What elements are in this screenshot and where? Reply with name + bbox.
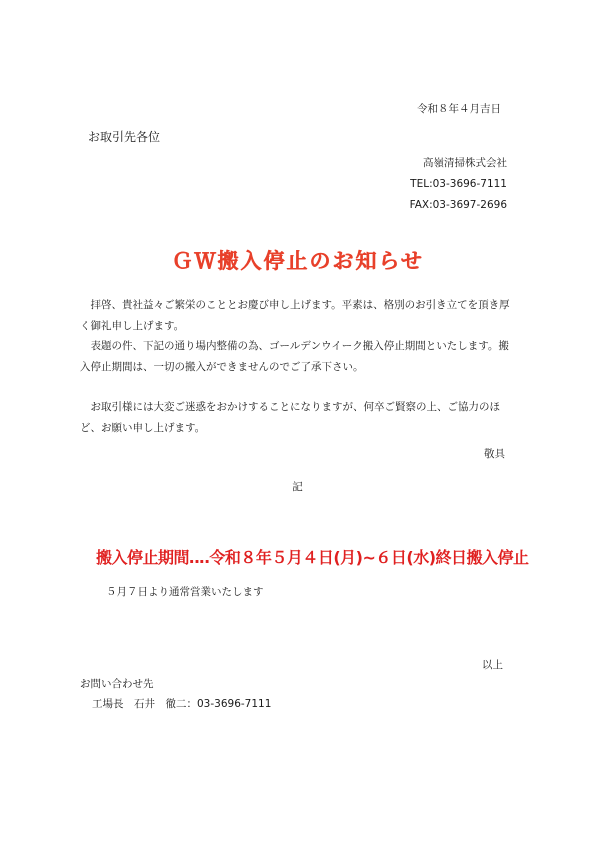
document-title: ＧＷ搬入停止のお知らせ (171, 249, 424, 273)
recipient: お取引先各位 (88, 130, 161, 144)
ki-heading: 記 (292, 481, 303, 493)
body-paragraph-subject: 表題の件、下記の通り場内整備の為、ゴールデンウイーク搬入停止期間といたします。搬入停止期間は、一切の搬入ができませんのでご了承下さい。 (80, 340, 509, 373)
sender-company: 高嶺清掃株式会社 (423, 157, 507, 169)
issue-date: 令和８年４月吉日 (417, 103, 501, 115)
sender-block (410, 153, 507, 216)
sender-fax: FAX:03-3697-2696 (409, 199, 507, 211)
body-paragraph-greeting: 拝啓、貴社益々ご繁栄のこととお慶び申し上げます。平素は、格別のお引き立てを頂き厚く御礼申し上げます。 (80, 299, 510, 332)
contact-person: 工場長 石井 徹二：03-3696-7111 (92, 698, 272, 710)
body-paragraph-request: お取引様には大変ご迷惑をおかけすることになりますが、何卒ご賢察の上、ご協力のほど、お願い申し上げます。 (80, 401, 500, 434)
closing-keigu: 敬具 (484, 448, 505, 460)
suspension-period-notice: 搬入停止期間‥‥令和８年５月４日(月)~６日(水)終日搬入停止 (96, 548, 529, 567)
letter-body (80, 295, 518, 438)
contact-label: お問い合わせ先 (80, 678, 154, 690)
resume-notice: ５月７日より通常営業いたします (106, 586, 264, 598)
ijo-end-mark: 以上 (482, 659, 503, 671)
sender-tel: TEL:03-3696-7111 (410, 178, 507, 190)
